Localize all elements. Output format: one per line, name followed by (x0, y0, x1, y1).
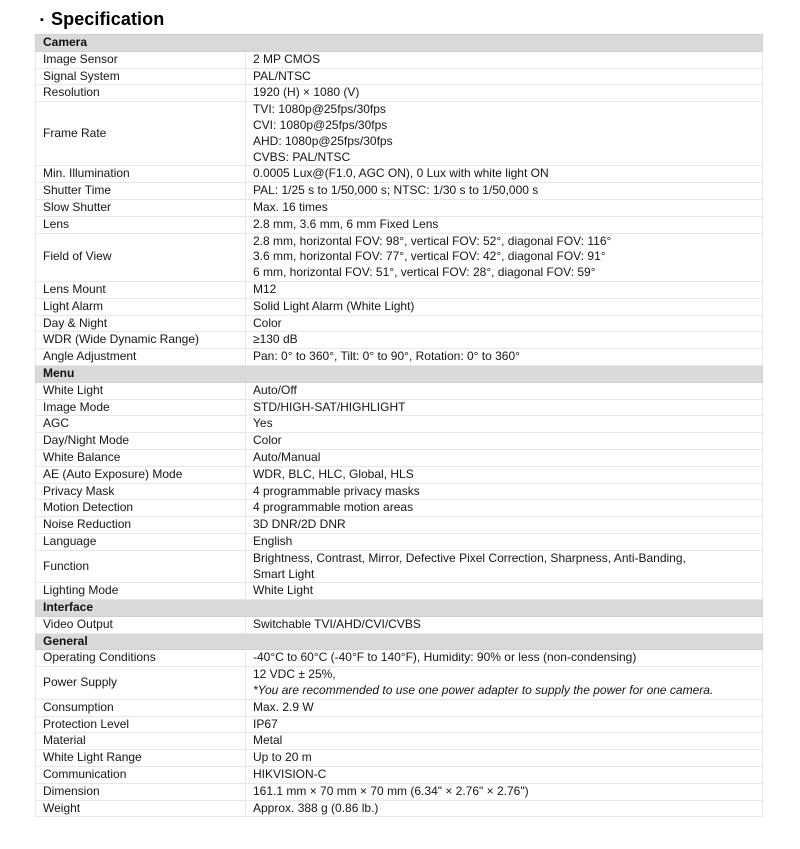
spec-value (246, 800, 763, 817)
spec-value-line: ≥130 dB (253, 332, 298, 347)
spec-value-line: White Light (253, 583, 314, 598)
spec-value-line: IP67 (253, 716, 278, 731)
spec-row (36, 183, 763, 200)
spec-row (36, 216, 763, 233)
spec-label: WDR (Wide Dynamic Range) (36, 332, 246, 349)
spec-row (36, 716, 763, 733)
spec-row (36, 750, 763, 767)
spec-value (246, 51, 763, 68)
spec-row (36, 433, 763, 450)
spec-value-line: 3D DNR/2D DNR (253, 517, 346, 532)
spec-label: Dimension (36, 783, 246, 800)
spec-value-line: 3.6 mm, horizontal FOV: 77°, vertical FOV: 42°, diagonal FOV: 91° (253, 249, 606, 264)
spec-label: Motion Detection (36, 500, 246, 517)
spec-value (246, 533, 763, 550)
section-header-label: Menu (36, 365, 763, 382)
spec-row (36, 616, 763, 633)
spec-value (246, 517, 763, 534)
spec-row (36, 483, 763, 500)
spec-value-line: 6 mm, horizontal FOV: 51°, vertical FOV: 28°, diagonal FOV: 59° (253, 265, 596, 280)
spec-value-line: Max. 16 times (253, 199, 328, 214)
spec-value-line: Smart Light (253, 566, 315, 581)
spec-value (246, 68, 763, 85)
spec-label: Shutter Time (36, 183, 246, 200)
spec-value-line: Brightness, Contrast, Mirror, Defective Pixel Correction, Sharpness, Anti-Banding, (253, 550, 686, 565)
spec-label: Image Mode (36, 399, 246, 416)
spec-row (36, 416, 763, 433)
spec-label: Lens (36, 216, 246, 233)
spec-label: Field of View (36, 233, 246, 281)
spec-row (36, 315, 763, 332)
spec-row (36, 85, 763, 102)
section-header-label: General (36, 633, 763, 650)
spec-value-line: 1920 (H) × 1080 (V) (253, 85, 360, 100)
spec-value-line: PAL/NTSC (253, 68, 311, 83)
spec-value-line: HIKVISION-C (253, 767, 327, 782)
spec-row (36, 583, 763, 600)
spec-value-line: Solid Light Alarm (White Light) (253, 298, 415, 313)
spec-label: Operating Conditions (36, 650, 246, 667)
spec-label: Language (36, 533, 246, 550)
spec-label: White Light (36, 382, 246, 399)
spec-label: Function (36, 550, 246, 583)
spec-value (246, 767, 763, 784)
spec-value-line: Yes (253, 416, 273, 431)
spec-row (36, 199, 763, 216)
spec-value (246, 216, 763, 233)
spec-row (36, 51, 763, 68)
spec-label: AE (Auto Exposure) Mode (36, 466, 246, 483)
spec-value (246, 716, 763, 733)
spec-value-line: M12 (253, 281, 277, 296)
spec-value-line: 2.8 mm, 3.6 mm, 6 mm Fixed Lens (253, 216, 439, 231)
spec-label: Video Output (36, 616, 246, 633)
spec-value-line: CVI: 1080p@25fps/30fps (253, 117, 388, 132)
spec-label: Lighting Mode (36, 583, 246, 600)
spec-label: Consumption (36, 699, 246, 716)
spec-label: Min. Illumination (36, 166, 246, 183)
spec-value-line: 2 MP CMOS (253, 51, 321, 66)
spec-label: Weight (36, 800, 246, 817)
spec-value (246, 667, 763, 700)
spec-value (246, 102, 763, 166)
section-row-camera (36, 35, 763, 52)
spec-value-line: 4 programmable motion areas (253, 500, 414, 515)
spec-value (246, 433, 763, 450)
spec-value (246, 583, 763, 600)
spec-value-line: STD/HIGH-SAT/HIGHLIGHT (253, 399, 406, 414)
spec-label: Resolution (36, 85, 246, 102)
spec-label: Day & Night (36, 315, 246, 332)
spec-label: AGC (36, 416, 246, 433)
spec-value (246, 382, 763, 399)
spec-row (36, 281, 763, 298)
spec-value-line: Pan: 0° to 360°, Tilt: 0° to 90°, Rotation: 0° to 360° (253, 349, 520, 364)
spec-value-line: TVI: 1080p@25fps/30fps (253, 102, 386, 117)
spec-value-line: -40°C to 60°C (-40°F to 140°F), Humidity: 90% or less (non-condensing) (253, 650, 637, 665)
spec-row (36, 533, 763, 550)
spec-value-line: PAL: 1/25 s to 1/50,000 s; NTSC: 1/30 s to 1/50,000 s (253, 183, 539, 198)
spec-value (246, 733, 763, 750)
spec-row (36, 767, 763, 784)
spec-value (246, 183, 763, 200)
spec-value (246, 281, 763, 298)
spec-value (246, 500, 763, 517)
spec-value (246, 85, 763, 102)
spec-value-line: WDR, BLC, HLC, Global, HLS (253, 466, 414, 481)
spec-value (246, 349, 763, 366)
spec-value (246, 315, 763, 332)
spec-value (246, 166, 763, 183)
spec-label: Slow Shutter (36, 199, 246, 216)
spec-value (246, 199, 763, 216)
spec-row (36, 517, 763, 534)
spec-value (246, 416, 763, 433)
spec-value-line: Up to 20 m (253, 750, 312, 765)
spec-label: Communication (36, 767, 246, 784)
spec-label: White Light Range (36, 750, 246, 767)
spec-row (36, 166, 763, 183)
spec-value-line: 2.8 mm, horizontal FOV: 98°, vertical FOV: 52°, diagonal FOV: 116° (253, 233, 612, 248)
spec-value (246, 550, 763, 583)
spec-value (246, 399, 763, 416)
spec-value (246, 783, 763, 800)
spec-value-line: Switchable TVI/AHD/CVI/CVBS (253, 616, 421, 631)
spec-label: Lens Mount (36, 281, 246, 298)
spec-label: Day/Night Mode (36, 433, 246, 450)
spec-value-line: Metal (253, 733, 283, 748)
spec-row (36, 667, 763, 700)
spec-value (246, 449, 763, 466)
spec-value (246, 483, 763, 500)
spec-value-line: 12 VDC ± 25%, (253, 667, 336, 682)
section-row-general (36, 633, 763, 650)
spec-label: Signal System (36, 68, 246, 85)
spec-value-line: CVBS: PAL/NTSC (253, 149, 351, 164)
spec-row (36, 233, 763, 281)
spec-row (36, 449, 763, 466)
section-row-interface (36, 600, 763, 617)
spec-value-line: 0.0005 Lux@(F1.0, AGC ON), 0 Lux with white light ON (253, 166, 549, 181)
spec-row (36, 650, 763, 667)
spec-row (36, 349, 763, 366)
spec-row (36, 382, 763, 399)
spec-value-line: Max. 2.9 W (253, 699, 314, 714)
spec-value (246, 332, 763, 349)
square-bullet-icon: ▪ (40, 14, 44, 26)
spec-row (36, 332, 763, 349)
spec-label: Frame Rate (36, 102, 246, 166)
spec-label: Noise Reduction (36, 517, 246, 534)
spec-value-line: Auto/Manual (253, 449, 321, 464)
section-header-label: Interface (36, 600, 763, 617)
spec-value (246, 750, 763, 767)
page-title-text: Specification (51, 9, 165, 29)
spec-row (36, 68, 763, 85)
spec-value (246, 233, 763, 281)
spec-row (36, 699, 763, 716)
spec-value-line: Color (253, 433, 282, 448)
spec-value-line: 4 programmable privacy masks (253, 483, 420, 498)
spec-row (36, 550, 763, 583)
spec-value-line: 161.1 mm × 70 mm × 70 mm (6.34" × 2.76" × 2.76") (253, 783, 529, 798)
spec-label: Protection Level (36, 716, 246, 733)
spec-row (36, 800, 763, 817)
specification-table (35, 34, 763, 817)
spec-value-line: Approx. 388 g (0.86 lb.) (253, 800, 379, 815)
spec-label: White Balance (36, 449, 246, 466)
spec-value-line: Color (253, 315, 282, 330)
spec-value (246, 298, 763, 315)
spec-value (246, 466, 763, 483)
spec-row (36, 500, 763, 517)
spec-label: Angle Adjustment (36, 349, 246, 366)
spec-label: Power Supply (36, 667, 246, 700)
spec-value (246, 650, 763, 667)
spec-row (36, 466, 763, 483)
spec-row (36, 733, 763, 750)
spec-value-line: Auto/Off (253, 382, 297, 397)
spec-row (36, 783, 763, 800)
spec-value (246, 699, 763, 716)
spec-value (246, 616, 763, 633)
spec-label: Material (36, 733, 246, 750)
section-row-menu (36, 365, 763, 382)
page-title (40, 9, 800, 30)
spec-value-line: English (253, 533, 293, 548)
section-header-label: Camera (36, 35, 763, 52)
spec-label: Privacy Mask (36, 483, 246, 500)
spec-value-line: AHD: 1080p@25fps/30fps (253, 133, 393, 148)
spec-value-line: *You are recommended to use one power adapter to supply the power for one camera. (253, 683, 714, 698)
spec-row (36, 399, 763, 416)
spec-row (36, 102, 763, 166)
spec-label: Image Sensor (36, 51, 246, 68)
specification-page (0, 9, 800, 817)
spec-label: Light Alarm (36, 298, 246, 315)
spec-row (36, 298, 763, 315)
